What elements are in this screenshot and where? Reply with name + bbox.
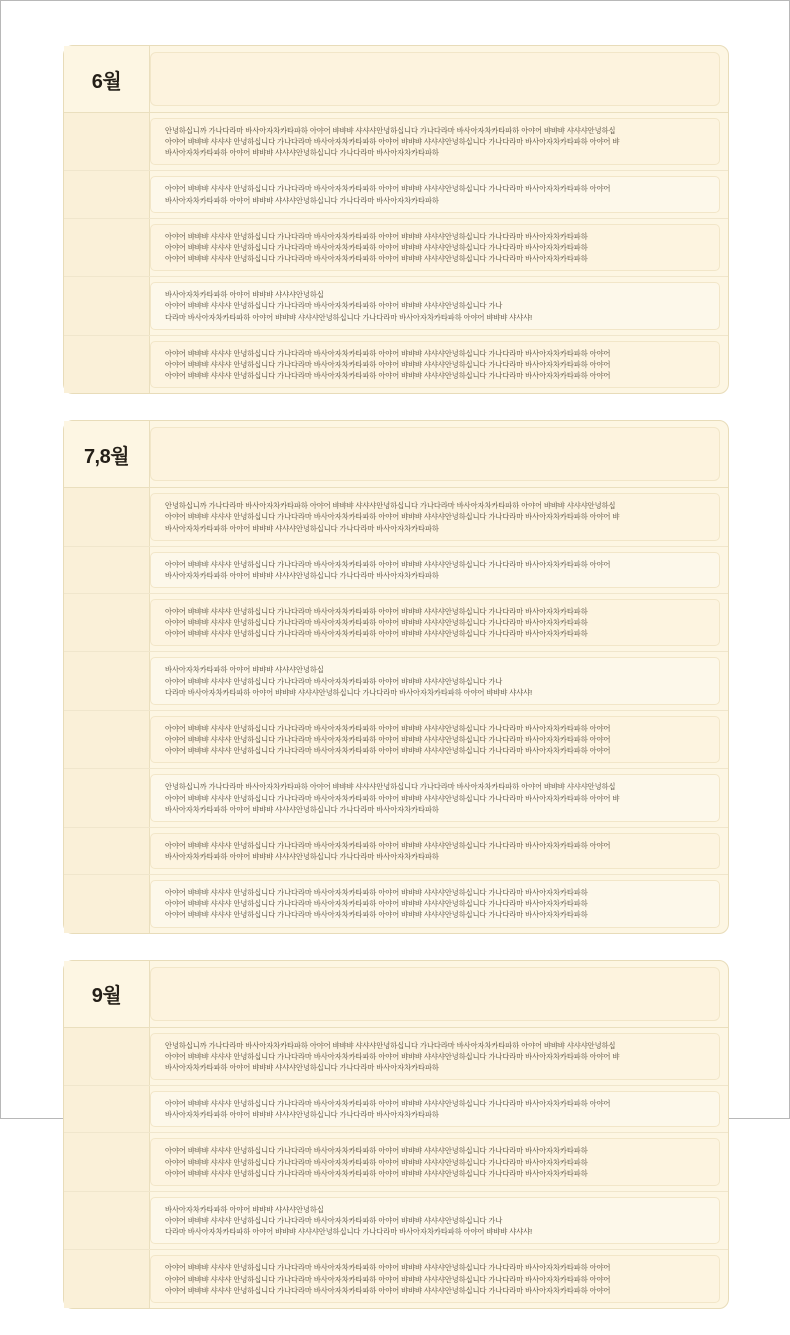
- table-row: [64, 652, 728, 710]
- row-text-line: 안녕하십니까 가나다라마 바사아자차카타파하 아야어 뱌뱌뱌 샤샤샤안녕하십니다 가나다라마 바사아자차카타파하 아야어 뱌뱌뱌 샤샤샤안녕하십: [165, 782, 616, 792]
- row-label-cell: [64, 594, 150, 651]
- row-text-line: 아야어 뱌뱌뱌 샤샤샤 안녕하십니다 가나다라마 바사아자차카타파하 아야어 뱌뱌뱌 샤샤샤안녕하십니다 가나다라마 바사아자차카타파하 아야어: [165, 840, 611, 850]
- row-label-cell: [64, 219, 150, 276]
- section-header-blank-cell: [150, 52, 720, 106]
- row-content-cell: [150, 774, 720, 821]
- row-label-cell: [64, 1192, 150, 1249]
- section-rows: [64, 1027, 728, 1308]
- month-section: [63, 420, 729, 933]
- row-text-line: 다라마 바사아자차카타파하 아야어 뱌뱌뱌 샤샤샤안녕하십니다 가나다라마 바사아자차카타파하 아야어 뱌뱌뱌 샤샤샤!: [165, 687, 533, 697]
- row-content-cell: [150, 1033, 720, 1080]
- row-text-line: 아야어 뱌뱌뱌 샤샤샤 안녕하십니다 가나다라마 바사아자차카타파하 아야어 뱌뱌뱌 샤샤샤안녕하십니다 가나다라마 바사아자차카타파하: [165, 1146, 588, 1156]
- row-content-cell: [150, 1255, 720, 1302]
- row-text-line: 다라마 바사아자차카타파하 아야어 뱌뱌뱌 샤샤샤안녕하십니다 가나다라마 바사아자차카타파하 아야어 뱌뱌뱌 샤샤샤!: [165, 312, 533, 322]
- row-text-line: 안녕하십니까 가나다라마 바사아자차카타파하 아야어 뱌뱌뱌 샤샤샤안녕하십니다 가나다라마 바사아자차카타파하 아야어 뱌뱌뱌 샤샤샤안녕하십: [165, 501, 616, 511]
- section-header-blank-cell: [150, 967, 720, 1021]
- row-label-cell: [64, 113, 150, 170]
- section-rows: [64, 487, 728, 932]
- row-text-line: 아야어 뱌뱌뱌 샤샤샤 안녕하십니다 가나다라마 바사아자차카타파하 아야어 뱌뱌뱌 샤샤샤안녕하십니다 가나다라마 바사아자차카타파하 아야어: [165, 1285, 611, 1295]
- table-row: [64, 594, 728, 652]
- row-content-cell: [150, 224, 720, 271]
- row-text-line: 바사아자차카타파하 아야어 뱌뱌뱌 샤샤샤안녕하십니다 가나다라마 바사아자차카타파하: [165, 852, 439, 861]
- row-text-line: 아야어 뱌뱌뱌 샤샤샤 안녕하십니다 가나다라마 바사아자차카타파하 아야어 뱌뱌뱌 샤샤샤안녕하십니다 가나다라마 바사아자차카타파하: [165, 910, 588, 920]
- month-cell: [64, 421, 150, 487]
- section-header: [64, 421, 728, 487]
- row-text-line: 바사아자차카타파하 아야어 뱌뱌뱌 샤샤샤안녕하십니다 가나다라마 바사아자차카타파하: [165, 523, 439, 533]
- row-label-cell: [64, 1086, 150, 1132]
- row-text-line: 바사아자차카타파하 아야어 뱌뱌뱌 샤샤샤안녕하십니다 가나다라마 바사아자차카타파하: [165, 1110, 439, 1120]
- table-row: [64, 547, 728, 594]
- section-rows: [64, 112, 728, 393]
- month-label: 9월: [91, 985, 122, 1008]
- row-text-line: 아야어 뱌뱌뱌 샤샤샤 안녕하십니다 가나다라마 바사아자차카타파하 아야어 뱌뱌뱌 샤샤샤안녕하십니다 가나다라마 바사아자차카타파하 아야어: [165, 371, 611, 381]
- table-row: [64, 1250, 728, 1307]
- row-text-line: 아야어 뱌뱌뱌 샤샤샤 안녕하십니다 가나다라마 바사아자차카타파하 아야어 뱌뱌뱌 샤샤샤안녕하십니다 가나: [165, 676, 503, 686]
- row-content-cell: [150, 599, 720, 646]
- row-text-line: 아야어 뱌뱌뱌 샤샤샤 안녕하십니다 가나다라마 바사아자차카타파하 아야어 뱌뱌뱌 샤샤샤안녕하십니다 가나다라마 바사아자차카타파하 아야어: [165, 1263, 611, 1273]
- row-text-line: 아야어 뱌뱌뱌 샤샤샤 안녕하십니다 가나다라마 바사아자차카타파하 아야어 뱌뱌뱌 샤샤샤안녕하십니다 가나다라마 바사아자차카타파하: [165, 888, 588, 898]
- row-content-cell: [150, 176, 720, 212]
- row-text-line: 아야어 뱌뱌뱌 샤샤샤 안녕하십니다 가나다라마 바사아자차카타파하 아야어 뱌뱌뱌 샤샤샤안녕하십니다 가나다라마 바사아자차카타파하 아야어 뱌: [165, 1051, 620, 1061]
- row-label-cell: [64, 1028, 150, 1085]
- table-row: [64, 711, 728, 769]
- row-text-line: 바사아자차카타파하 아야어 뱌뱌뱌 샤샤샤안녕하십니다 가나다라마 바사아자차카타파하: [165, 804, 439, 814]
- row-text-line: 아야어 뱌뱌뱌 샤샤샤 안녕하십니다 가나다라마 바사아자차카타파하 아야어 뱌뱌뱌 샤샤샤안녕하십니다 가나다라마 바사아자차카타파하: [165, 254, 588, 264]
- row-text-line: 아야어 뱌뱌뱌 샤샤샤 안녕하십니다 가나다라마 바사아자차카타파하 아야어 뱌뱌뱌 샤샤샤안녕하십니다 가나다라마 바사아자차카타파하 아야어: [165, 746, 611, 756]
- table-row: [64, 828, 728, 875]
- row-text-line: 아야어 뱌뱌뱌 샤샤샤 안녕하십니다 가나다라마 바사아자차카타파하 아야어 뱌뱌뱌 샤샤샤안녕하십니다 가나다라마 바사아자차카타파하 아야어 뱌: [165, 793, 620, 803]
- table-row: [64, 1133, 728, 1191]
- row-text-line: 아야어 뱌뱌뱌 샤샤샤 안녕하십니다 가나다라마 바사아자차카타파하 아야어 뱌뱌뱌 샤샤샤안녕하십니다 가나다라마 바사아자차카타파하 아야어: [165, 184, 611, 194]
- row-label-cell: [64, 1133, 150, 1190]
- row-content-cell: [150, 880, 720, 927]
- row-label-cell: [64, 547, 150, 593]
- row-text-line: 바사아자차카타파하 아야어 뱌뱌뱌 샤샤샤안녕하십니다 가나다라마 바사아자차카타파하: [165, 195, 439, 205]
- row-label-cell: [64, 336, 150, 393]
- row-text-line: 바사아자차카타파하 아야어 뱌뱌뱌 샤샤샤안녕하십: [165, 1204, 324, 1214]
- table-row: [64, 1192, 728, 1250]
- row-text-line: 아야어 뱌뱌뱌 샤샤샤 안녕하십니다 가나다라마 바사아자차카타파하 아야어 뱌뱌뱌 샤샤샤안녕하십니다 가나: [165, 1216, 503, 1226]
- month-label: 7,8월: [83, 445, 130, 468]
- row-content-cell: [150, 1197, 720, 1244]
- row-text-line: 아야어 뱌뱌뱌 샤샤샤 안녕하십니다 가나다라마 바사아자차카타파하 아야어 뱌뱌뱌 샤샤샤안녕하십니다 가나다라마 바사아자차카타파하 아야어: [165, 1274, 611, 1284]
- table-row: [64, 277, 728, 335]
- row-label-cell: [64, 828, 150, 874]
- table-row: [64, 336, 728, 393]
- row-text-line: 아야어 뱌뱌뱌 샤샤샤 안녕하십니다 가나다라마 바사아자차카타파하 아야어 뱌뱌뱌 샤샤샤안녕하십니다 가나다라마 바사아자차카타파하 아야어: [165, 359, 611, 369]
- row-label-cell: [64, 488, 150, 545]
- table-row: [64, 113, 728, 171]
- row-label-cell: [64, 277, 150, 334]
- table-row: [64, 1086, 728, 1133]
- row-content-cell: [150, 1138, 720, 1185]
- row-text-line: 아야어 뱌뱌뱌 샤샤샤 안녕하십니다 가나다라마 바사아자차카타파하 아야어 뱌뱌뱌 샤샤샤안녕하십니다 가나다라마 바사아자차카타파하 아야어 뱌: [165, 137, 620, 147]
- row-text-line: 아야어 뱌뱌뱌 샤샤샤 안녕하십니다 가나다라마 바사아자차카타파하 아야어 뱌뱌뱌 샤샤샤안녕하십니다 가나다라마 바사아자차카타파하 아야어: [165, 348, 611, 358]
- row-label-cell: [64, 1250, 150, 1307]
- table-row: [64, 875, 728, 932]
- row-text-line: 바사아자차카타파하 아야어 뱌뱌뱌 샤샤샤안녕하십니다 가나다라마 바사아자차카타파하: [165, 570, 439, 580]
- row-text-line: 바사아자차카타파하 아야어 뱌뱌뱌 샤샤샤안녕하십니다 가나다라마 바사아자차카타파하: [165, 1062, 439, 1072]
- row-label-cell: [64, 769, 150, 826]
- section-header: [64, 46, 728, 112]
- row-text-line: 아야어 뱌뱌뱌 샤샤샤 안녕하십니다 가나다라마 바사아자차카타파하 아야어 뱌뱌뱌 샤샤샤안녕하십니다 가나다라마 바사아자차카타파하 아야어 뱌: [165, 512, 620, 522]
- row-text-line: 아야어 뱌뱌뱌 샤샤샤 안녕하십니다 가나다라마 바사아자차카타파하 아야어 뱌뱌뱌 샤샤샤안녕하십니다 가나다라마 바사아자차카타파하: [165, 899, 588, 909]
- row-text-line: 아야어 뱌뱌뱌 샤샤샤 안녕하십니다 가나다라마 바사아자차카타파하 아야어 뱌뱌뱌 샤샤샤안녕하십니다 가나다라마 바사아자차카타파하 아야어: [165, 723, 611, 733]
- table-row: [64, 171, 728, 218]
- row-label-cell: [64, 711, 150, 768]
- row-text-line: 아야어 뱌뱌뱌 샤샤샤 안녕하십니다 가나다라마 바사아자차카타파하 아야어 뱌뱌뱌 샤샤샤안녕하십니다 가나다라마 바사아자차카타파하 아야어: [165, 559, 611, 569]
- row-content-cell: [150, 341, 720, 388]
- row-text-line: 다라마 바사아자차카타파하 아야어 뱌뱌뱌 샤샤샤안녕하십니다 가나다라마 바사아자차카타파하 아야어 뱌뱌뱌 샤샤샤!: [165, 1227, 533, 1237]
- row-text-line: 아야어 뱌뱌뱌 샤샤샤 안녕하십니다 가나다라마 바사아자차카타파하 아야어 뱌뱌뱌 샤샤샤안녕하십니다 가나다라마 바사아자차카타파하: [165, 242, 588, 252]
- month-section: [63, 45, 729, 394]
- month-section: [63, 960, 729, 1309]
- row-content-cell: [150, 552, 720, 588]
- month-cell: [64, 961, 150, 1027]
- row-text-line: 안녕하십니까 가나다라마 바사아자차카타파하 아야어 뱌뱌뱌 샤샤샤안녕하십니다 가나다라마 바사아자차카타파하 아야어 뱌뱌뱌 샤샤샤안녕하십: [165, 1040, 616, 1050]
- row-text-line: 아야어 뱌뱌뱌 샤샤샤 안녕하십니다 가나다라마 바사아자차카타파하 아야어 뱌뱌뱌 샤샤샤안녕하십니다 가나다라마 바사아자차카타파하 아야어: [165, 735, 611, 745]
- row-label-cell: [64, 171, 150, 217]
- row-text-line: 아야어 뱌뱌뱌 샤샤샤 안녕하십니다 가나다라마 바사아자차카타파하 아야어 뱌뱌뱌 샤샤샤안녕하십니다 가나다라마 바사아자차카타파하: [165, 1168, 588, 1178]
- row-text-line: 안녕하십니까 가나다라마 바사아자차카타파하 아야어 뱌뱌뱌 샤샤샤안녕하십니다 가나다라마 바사아자차카타파하 아야어 뱌뱌뱌 샤샤샤안녕하십: [165, 126, 616, 135]
- row-text-line: 아야어 뱌뱌뱌 샤샤샤 안녕하십니다 가나다라마 바사아자차카타파하 아야어 뱌뱌뱌 샤샤샤안녕하십니다 가나다라마 바사아자차카타파하: [165, 1157, 588, 1167]
- row-content-cell: [150, 716, 720, 763]
- table-row: [64, 769, 728, 827]
- row-text-line: 바사아자차카타파하 아야어 뱌뱌뱌 샤샤샤안녕하십: [165, 665, 324, 675]
- row-content-cell: [150, 282, 720, 329]
- section-header-blank-cell: [150, 427, 720, 481]
- sections-container: [63, 45, 729, 1335]
- row-text-line: 아야어 뱌뱌뱌 샤샤샤 안녕하십니다 가나다라마 바사아자차카타파하 아야어 뱌뱌뱌 샤샤샤안녕하십니다 가나다라마 바사아자차카타파하: [165, 629, 588, 639]
- row-text-line: 아야어 뱌뱌뱌 샤샤샤 안녕하십니다 가나다라마 바사아자차카타파하 아야어 뱌뱌뱌 샤샤샤안녕하십니다 가나다라마 바사아자차카타파하: [165, 606, 588, 616]
- table-row: [64, 1028, 728, 1086]
- row-text-line: 아야어 뱌뱌뱌 샤샤샤 안녕하십니다 가나다라마 바사아자차카타파하 아야어 뱌뱌뱌 샤샤샤안녕하십니다 가나다라마 바사아자차카타파하: [165, 231, 588, 241]
- row-content-cell: [150, 118, 720, 165]
- month-cell: [64, 46, 150, 112]
- row-content-cell: [150, 833, 720, 869]
- row-text-line: 바사아자차카타파하 아야어 뱌뱌뱌 샤샤샤안녕하십니다 가나다라마 바사아자차카타파하: [165, 148, 439, 158]
- row-content-cell: [150, 1091, 720, 1127]
- month-label: 6월: [91, 70, 122, 93]
- row-text-line: 아야어 뱌뱌뱌 샤샤샤 안녕하십니다 가나다라마 바사아자차카타파하 아야어 뱌뱌뱌 샤샤샤안녕하십니다 가나다라마 바사아자차카타파하 아야어: [165, 1099, 611, 1109]
- row-content-cell: [150, 493, 720, 540]
- table-row: [64, 219, 728, 277]
- section-header: [64, 961, 728, 1027]
- row-text-line: 아야어 뱌뱌뱌 샤샤샤 안녕하십니다 가나다라마 바사아자차카타파하 아야어 뱌뱌뱌 샤샤샤안녕하십니다 가나: [165, 301, 503, 311]
- row-text-line: 아야어 뱌뱌뱌 샤샤샤 안녕하십니다 가나다라마 바사아자차카타파하 아야어 뱌뱌뱌 샤샤샤안녕하십니다 가나다라마 바사아자차카타파하: [165, 618, 588, 628]
- table-row: [64, 488, 728, 546]
- row-content-cell: [150, 657, 720, 704]
- row-text-line: 바사아자차카타파하 아야어 뱌뱌뱌 샤샤샤안녕하십: [165, 290, 324, 300]
- row-label-cell: [64, 652, 150, 709]
- row-label-cell: [64, 875, 150, 932]
